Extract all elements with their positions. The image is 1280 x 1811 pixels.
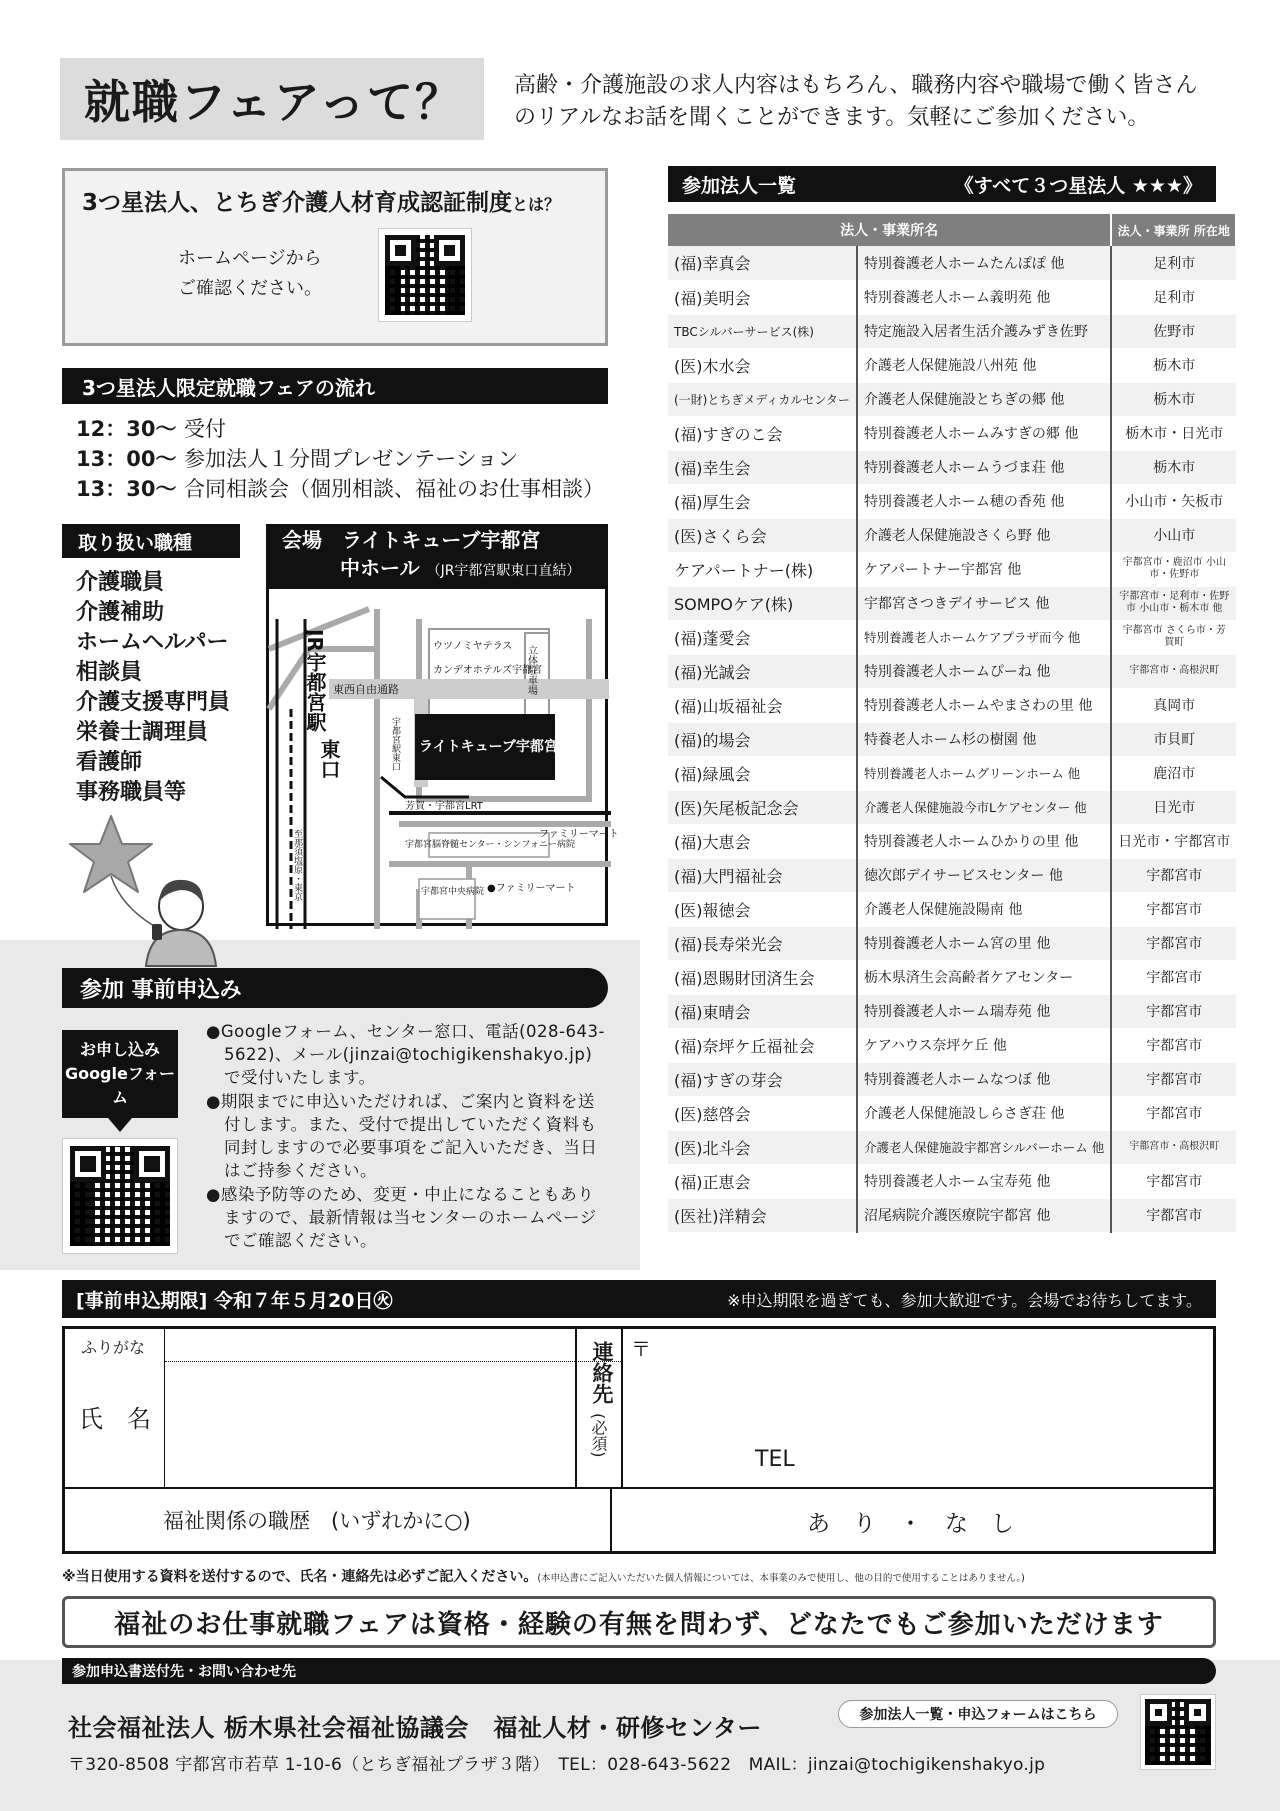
schedule-list (76, 414, 604, 504)
participant-name: (福)東晴会 (668, 994, 857, 1028)
application-form (62, 1326, 1216, 1554)
participant-location: 日光市 (1111, 790, 1236, 824)
participant-name: TBCシルバーサービス(株) (668, 314, 857, 348)
participant-name: (福)奈坪ケ丘福祉会 (668, 1028, 857, 1062)
organization-address: 〒320-8508 宇都宮市若草 1-10-6（とちぎ福祉プラザ３階） TEL：028-643-5622 MAIL：jinzai@tochigikenshakyo.jp (68, 1755, 1046, 1775)
map-station-east-label: 宇都宮駅東口 (390, 717, 400, 771)
participant-facility: 特別養護老人ホームなつぼ 他 (857, 1062, 1111, 1096)
job-item: 看護師 (76, 750, 143, 775)
participant-name: (福)長寿栄光会 (668, 926, 857, 960)
participant-location: 宇都宮市 (1111, 960, 1236, 994)
participant-location: 宇都宮市 (1111, 994, 1236, 1028)
job-item: 相談員 (76, 660, 143, 685)
participant-name: (医)さくら会 (668, 518, 857, 552)
table-row (668, 382, 1236, 416)
participant-location: 宇都宮市 (1111, 926, 1236, 960)
participant-name: (福)美明会 (668, 280, 857, 314)
table-row (668, 1198, 1236, 1232)
participant-facility: 介護老人保健施設しらさぎ荘 他 (857, 1096, 1111, 1130)
table-row (668, 688, 1236, 722)
map-east-exit-label: 東口 (317, 739, 341, 779)
table-row (668, 1164, 1236, 1198)
name-label: 氏 名 (79, 1405, 151, 1433)
participant-facility: 宇都宮さつきデイサービス 他 (857, 586, 1111, 620)
participant-facility: 介護老人保健施設八州苑 他 (857, 348, 1111, 382)
career-options[interactable]: あ り ・ な し (807, 1511, 1014, 1537)
participant-facility: 特別養護老人ホームたんぽぽ 他 (857, 246, 1111, 280)
apply-instructions (206, 1020, 606, 1253)
participant-name: (福)すぎの芽会 (668, 1062, 857, 1096)
table-row (668, 756, 1236, 790)
google-form-qr-code[interactable] (62, 1138, 178, 1254)
table-row (668, 960, 1236, 994)
participant-location: 日光市・宇都宮市 (1111, 824, 1236, 858)
table-row (668, 518, 1236, 552)
apply-item: ●期限までに申込いただければ、ご案内と資料を送付します。また、受付で提出していただく資料も同封しますので必要事項をご記入いただき、当日はご持参ください。 (206, 1092, 598, 1180)
form-link-label: 参加法人一覧・申込フォームはこちら (838, 1700, 1118, 1728)
schedule-item: 13：00～ 参加法人１分間プレゼンテーション (76, 447, 519, 471)
participant-facility: 特別養護老人ホーム瑞寿苑 他 (857, 994, 1111, 1028)
map-station-label: JR宇都宮駅 (303, 629, 327, 732)
participant-facility: 特定施設入居者生活介護みずき佐野 (857, 314, 1111, 348)
column-header-name: 法人・事業所名 (668, 214, 1111, 246)
participant-location: 宇都宮市 さくら市・芳賀町 (1111, 620, 1236, 654)
table-row (668, 484, 1236, 518)
map-mart1-label: ファミリーマート (539, 829, 619, 840)
welcome-banner: 福祉のお仕事就職フェアは資格・経験の有無を問わず、どなたでもご参加いただけます (62, 1596, 1216, 1648)
balloon-person-illustration (66, 806, 216, 966)
participant-name: (福)厚生会 (668, 484, 857, 518)
participant-name: (福)正恵会 (668, 1164, 857, 1198)
participant-location: 宇都宮市 (1111, 1198, 1236, 1232)
job-item: 栄養士調理員 (76, 720, 209, 745)
map-mart2-label: ●ファミリーマート (487, 883, 576, 894)
participant-location: 市貝町 (1111, 722, 1236, 756)
apply-item: ●Googleフォーム、センター窓口、電話(028-643-5622)、メール(jinzai@tochigikenshakyo.jp)で受付いたします。 (206, 1022, 605, 1087)
contact-heading: 参加申込書送付先・お問い合わせ先 (62, 1658, 1216, 1684)
map-hotel2-label: カンデオホテルズ宇都宮 (433, 665, 542, 676)
map-central-hospital-label: 宇都宮中央病院 (421, 887, 485, 897)
participant-location: 宇都宮市 (1111, 1096, 1236, 1130)
job-item: 事務職員等 (76, 780, 187, 805)
table-row (668, 892, 1236, 926)
organization-name: 社会福祉法人 栃木県社会福祉協議会 福祉人材・研修センター (68, 1714, 762, 1742)
career-label: 福祉関係の職歴 (いずれかに○) (163, 1509, 471, 1533)
participant-facility: 特別養護老人ホームひかりの里 他 (857, 824, 1111, 858)
certification-qr-code[interactable] (378, 228, 472, 322)
participant-location: 足利市 (1111, 280, 1236, 314)
postal-label: 〒 (631, 1337, 651, 1361)
jobs-heading: 取り扱い職種 (62, 524, 240, 558)
participant-facility: ケアパートナー宇都宮 他 (857, 552, 1111, 586)
table-row (668, 722, 1236, 756)
table-row (668, 1130, 1236, 1164)
map-parking-label: 立体駐車場 (525, 645, 537, 695)
participant-facility: 特別養護老人ホームグリーンホーム 他 (857, 756, 1111, 790)
participant-facility: 特別養護老人ホームぴーね 他 (857, 654, 1111, 688)
map-hospital-label: 宇都宮脳脊髄センター・シンフォニー病院 (405, 840, 575, 850)
participant-facility: 特別養護老人ホーム義明苑 他 (857, 280, 1111, 314)
deadline-heading: [事前申込期限] 令和７年５月20日㊋ ※申込期限を過ぎても、参加大歓迎です。会場でお待ちしてます。 (62, 1280, 1216, 1318)
tel-label: TEL (755, 1447, 795, 1472)
participant-name: ケアパートナー(株) (668, 552, 857, 586)
required-label: (必須) (589, 1413, 608, 1458)
table-row (668, 654, 1236, 688)
participant-location: 宇都宮市・足利市・佐野市 小山市・栃木市 他 (1111, 586, 1236, 620)
furigana-label: ふりがな (81, 1338, 146, 1357)
participant-name: (福)すぎのこ会 (668, 416, 857, 450)
participants-heading: 参加法人一覧 《すべて３つ星法人 ★★★》 (668, 166, 1216, 202)
schedule-item: 12：30～ 受付 (76, 417, 226, 441)
participant-name: (福)幸生会 (668, 450, 857, 484)
participant-name: (医)木水会 (668, 348, 857, 382)
participant-facility: 介護老人保健施設今市Lケアセンター 他 (857, 790, 1111, 824)
participant-location: 佐野市 (1111, 314, 1236, 348)
participant-location: 栃木市 (1111, 348, 1236, 382)
job-item: 介護補助 (76, 600, 165, 625)
table-row (668, 314, 1236, 348)
table-row (668, 926, 1236, 960)
participant-location: 栃木市・日光市 (1111, 416, 1236, 450)
jobs-list (76, 568, 230, 808)
participant-location: 宇都宮市 (1111, 892, 1236, 926)
map-rail-label: 至那須塩原・東京 (292, 829, 302, 901)
page-title: 就職フェアって？ (60, 58, 484, 140)
participant-name: (福)大門福祉会 (668, 858, 857, 892)
participant-location: 真岡市 (1111, 688, 1236, 722)
participant-facility: 特養老人ホーム杉の樹園 他 (857, 722, 1111, 756)
contact-qr-code[interactable] (1140, 1694, 1216, 1770)
participant-name: (医)矢尾板記念会 (668, 790, 857, 824)
participant-location: 栃木市 (1111, 382, 1236, 416)
participant-location: 宇都宮市・高根沢町 (1111, 654, 1236, 688)
participant-name: SOMPOケア(株) (668, 586, 857, 620)
map-road-label: 東西自由通路 (333, 683, 399, 696)
participant-name: (医社)洋精会 (668, 1198, 857, 1232)
table-row (668, 994, 1236, 1028)
participant-name: (福)恩賜財団済生会 (668, 960, 857, 994)
table-row (668, 1062, 1236, 1096)
map-venue-label: ライトキューブ宇都宮 (419, 739, 558, 755)
participant-facility: 徳次郎デイサービスセンター 他 (857, 858, 1111, 892)
participant-name: (医)北斗会 (668, 1130, 857, 1164)
table-row (668, 552, 1236, 586)
google-form-label: お申し込みGoogleフォーム (62, 1030, 178, 1118)
tel-field[interactable] (805, 1441, 1205, 1481)
table-row (668, 620, 1236, 654)
form-footnote: ※当日使用する資料を送付するので、氏名・連絡先は必ずご記入ください。(本申込書にご記入いただいた個人情報については、本事業のみで使用し、他の目的で使用することはありません。) (62, 1569, 1025, 1585)
participant-name: (福)蓬愛会 (668, 620, 857, 654)
table-row (668, 450, 1236, 484)
contact-label: 連絡先 (590, 1341, 614, 1404)
participant-facility: 介護老人保健施設宇都宮シルバーホーム 他 (857, 1130, 1111, 1164)
participant-facility: 沼尾病院介護医療院宇都宮 他 (857, 1198, 1111, 1232)
table-row (668, 1096, 1236, 1130)
table-row (668, 586, 1236, 620)
table-row (668, 824, 1236, 858)
schedule-item: 13：30～ 合同相談会（個別相談、福祉のお仕事相談） (76, 477, 604, 501)
map-lrt-label: 芳賀・宇都宮LRT (405, 801, 483, 812)
certification-title: 3つ星法人、とちぎ介護人材育成認証制度とは？ (82, 190, 561, 216)
table-row (668, 416, 1236, 450)
participant-location: 鹿沼市 (1111, 756, 1236, 790)
participant-name: (福)的場会 (668, 722, 857, 756)
name-field[interactable] (167, 1365, 573, 1483)
participant-location: 宇都宮市 (1111, 1028, 1236, 1062)
participant-name: (医)慈啓会 (668, 1096, 857, 1130)
participant-facility: 特別養護老人ホーム穂の香苑 他 (857, 484, 1111, 518)
participant-location: 宇都宮市・鹿沼市 小山市・佐野市 (1111, 552, 1236, 586)
participant-facility: 特別養護老人ホームうづま荘 他 (857, 450, 1111, 484)
participant-facility: 介護老人保健施設陽南 他 (857, 892, 1111, 926)
furigana-field[interactable] (167, 1331, 573, 1359)
flow-heading: 3つ星法人限定就職フェアの流れ (62, 368, 608, 404)
participant-facility: ケアハウス奈坪ケ丘 他 (857, 1028, 1111, 1062)
participant-location: 足利市 (1111, 246, 1236, 280)
certification-text: ホームページから ご確認ください。 (178, 248, 322, 299)
participant-facility: 特別養護老人ホームケアプラザ而今 他 (857, 620, 1111, 654)
map-hotel1-label: ウツノミヤテラス (433, 641, 513, 652)
participant-location: 宇都宮市 (1111, 1164, 1236, 1198)
participant-name: (福)緑風会 (668, 756, 857, 790)
column-header-location: 法人・事業所 所在地 (1111, 214, 1236, 246)
participant-facility: 特別養護老人ホーム宝寿苑 他 (857, 1164, 1111, 1198)
participant-name: (福)幸真会 (668, 246, 857, 280)
participant-location: 宇都宮市 (1111, 1062, 1236, 1096)
table-row (668, 280, 1236, 314)
participant-location: 宇都宮市・高根沢町 (1111, 1130, 1236, 1164)
table-row (668, 246, 1236, 280)
participant-name: (福)光誠会 (668, 654, 857, 688)
apply-item: ●感染予防等のため、変更・中止になることもありますので、最新情報は当センターのホームページでご確認ください。 (206, 1185, 597, 1250)
address-field[interactable] (655, 1333, 1205, 1433)
participant-facility: 介護老人保健施設とちぎの郷 他 (857, 382, 1111, 416)
table-row (668, 790, 1236, 824)
participant-name: (福)山坂福祉会 (668, 688, 857, 722)
participant-facility: 特別養護老人ホームやまさわの里 他 (857, 688, 1111, 722)
participant-location: 小山市・矢板市 (1111, 484, 1236, 518)
apply-heading: 参加 事前申込み (62, 968, 608, 1008)
table-row (668, 348, 1236, 382)
table-row (668, 1028, 1236, 1062)
participant-facility: 特別養護老人ホーム宮の里 他 (857, 926, 1111, 960)
participant-facility: 介護老人保健施設さくら野 他 (857, 518, 1111, 552)
intro-text: 高齢・介護施設の求人内容はもちろん、職務内容や職場で働く皆さん のリアルなお話を聞くことができます。気軽にご参加ください。 (514, 73, 1198, 130)
participant-name: (医)報徳会 (668, 892, 857, 926)
participant-location: 小山市 (1111, 518, 1236, 552)
job-item: ホームヘルパー (76, 630, 229, 655)
venue-heading: 会場 ライトキューブ宇都宮 中ホール （JR宇都宮駅東口直結） (266, 524, 608, 586)
participants-table (668, 214, 1237, 1233)
participant-name: (福)大恵会 (668, 824, 857, 858)
participant-name: (一財)とちぎメディカルセンター (668, 382, 857, 416)
participant-facility: 特別養護老人ホームみすぎの郷 他 (857, 416, 1111, 450)
participant-location: 栃木市 (1111, 450, 1236, 484)
participant-location: 宇都宮市 (1111, 858, 1236, 892)
job-item: 介護職員 (76, 570, 165, 595)
participant-facility: 栃木県済生会高齢者ケアセンター (857, 960, 1111, 994)
venue-map (266, 586, 619, 926)
table-row (668, 858, 1236, 892)
job-item: 介護支援専門員 (76, 690, 231, 715)
